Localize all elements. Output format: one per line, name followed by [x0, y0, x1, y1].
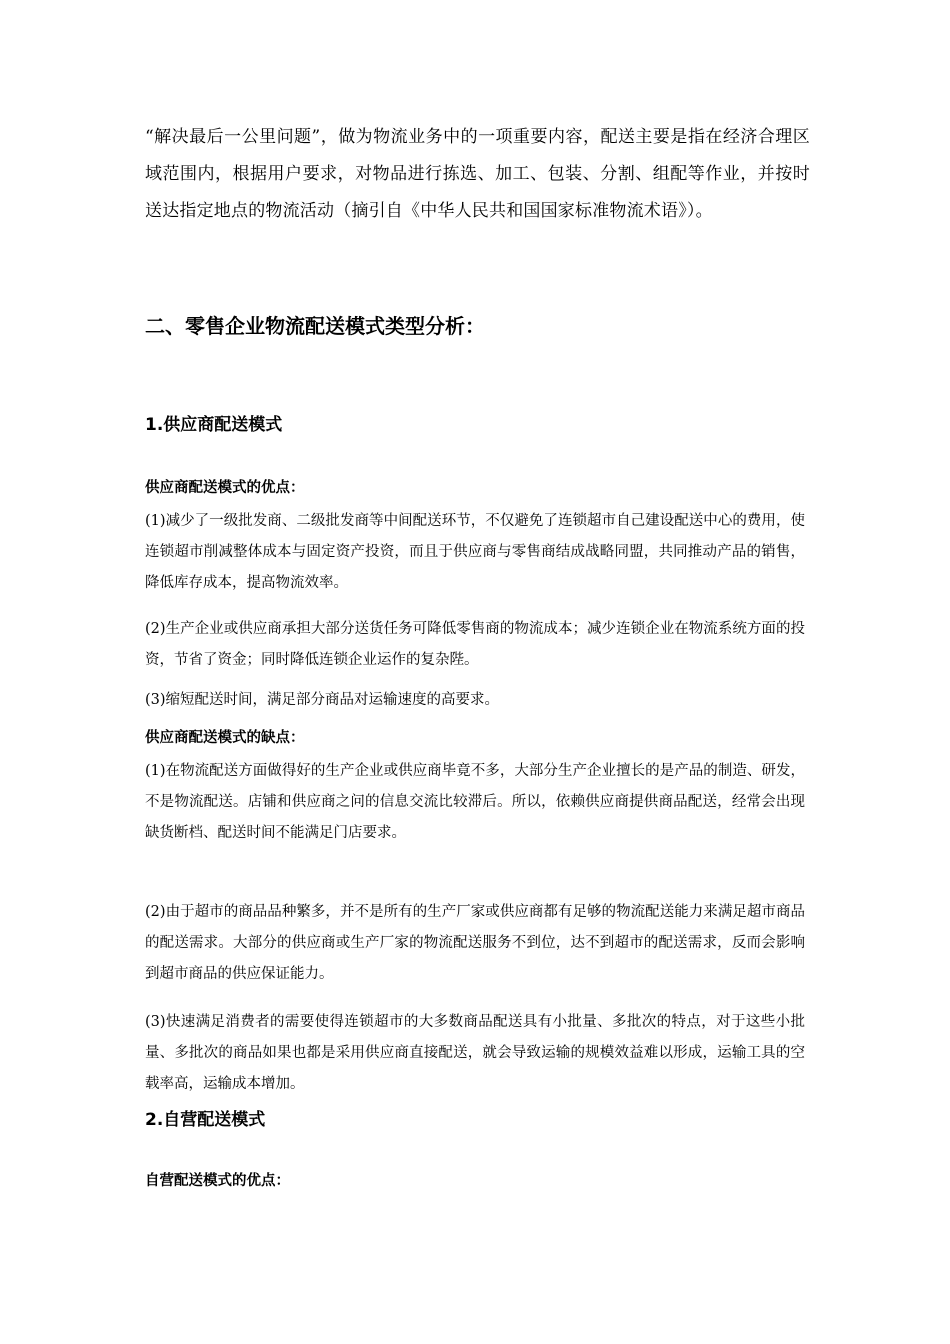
supplier-pro-3: (3)缩短配送时间，满足部分商品对运输速度的高要求。: [145, 692, 500, 708]
section-heading-retail-distribution-analysis: 二、零售企业物流配送模式类型分析：: [145, 314, 485, 338]
heading-supplier-distribution-mode: 1.供应商配送模式: [145, 415, 283, 435]
subheading-self-operated-pros: 自营配送模式的优点：: [145, 1173, 290, 1189]
supplier-con-3: (3)快速满足消费者的需要使得连锁超市的大多数商品配送具有小批量、多批次的特点，对于这些小批量、多批次的商品如果也都是采用供应商直接配送，就会导致运输的规模效益难以形成，运输工具的空载率高，运输成本增加。: [145, 1014, 805, 1092]
supplier-con-2: (2)由于超市的商品品种繁多，并不是所有的生产厂家或供应商都有足够的物流配送能力来满足超市商品的配送需求。大部分的供应商或生产厂家的物流配送服务不到位，达不到超市的配送需求，反而会影响到超市商品的供应保证能力。: [145, 904, 805, 982]
subheading-supplier-cons: 供应商配送模式的缺点：: [145, 730, 305, 746]
intro-paragraph: “解决最后一公里问题”，做为物流业务中的一项重要内容，配送主要是指在经济合理区域范围内，根据用户要求，对物品进行拣选、加工、包装、分割、组配等作业，并按时送达指定地点的物流活动（摘引自《中华人民共和国国家标准物流术语》）。: [145, 127, 810, 221]
supplier-pro-2: (2)生产企业或供应商承担大部分送货任务可降低零售商的物流成本；减少连锁企业在物流系统方面的投资，节省了资金；同时降低连锁企业运作的复杂陛。: [145, 621, 805, 668]
heading-self-operated-distribution-mode: 2.自营配送模式: [145, 1110, 266, 1130]
supplier-con-1: (1)在物流配送方面做得好的生产企业或供应商毕竟不多，大部分生产企业擅长的是产品的制造、研发，不是物流配送。店铺和供应商之问的信息交流比较滞后。所以，依赖供应商提供商品配送，经常会出现缺货断档、配送时间不能满足门店要求。: [145, 763, 805, 841]
supplier-pro-1: (1)减少了一级批发商、二级批发商等中间配送环节，不仅避免了连锁超市自己建设配送中心的费用，使连锁超市削减整体成本与固定资产投资，而且于供应商与零售商结成战略同盟，共同推动产品的销售，降低库存成本，提高物流效率。: [145, 513, 805, 591]
subheading-supplier-pros: 供应商配送模式的优点：: [145, 480, 305, 496]
